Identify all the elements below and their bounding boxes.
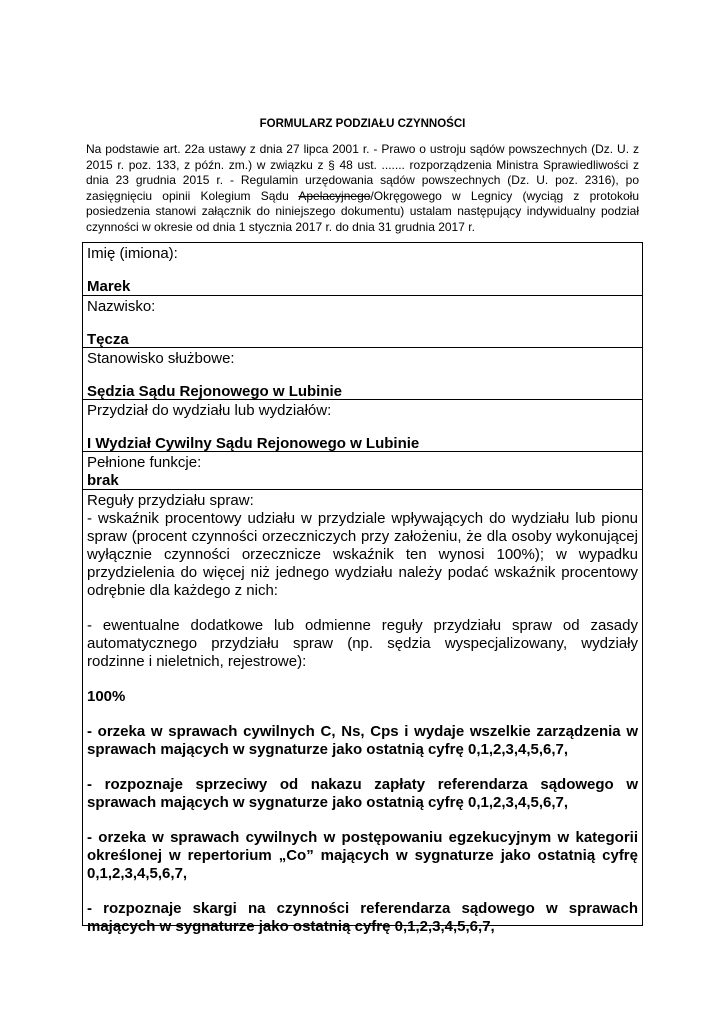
functions-label: Pełnione funkcje: <box>87 454 202 471</box>
rules-additional-description: - ewentualne dodatkowe lub odmienne reguły przydziału spraw od zasady automatycznego przydziału spraw (np. sędzia wyspecjalizowany, wydziały rodzinne i nieletnich, rejestrowe): <box>87 617 638 670</box>
intro-struck-word: Apelacyjnego <box>298 188 371 203</box>
last-name-value: Tęcza <box>87 331 129 348</box>
intro-text-part2: /Okręgowego w Legnicy (wyciąg z protokołu posiedzenia stanowi załącznik do niniejszego dokumentu) ustalam następujący indywidualny podział czynności w okresie od dnia 1 stycznia 2017 r. do dnia 31 grudnia 2017 r. <box>86 188 639 234</box>
first-name-label: Imię (imiona): <box>87 245 178 262</box>
position-value: Sędzia Sądu Rejonowego w Lubinie <box>87 383 343 400</box>
intro-paragraph <box>86 142 639 235</box>
duty-item: - rozpoznaje skargi na czynności referendarza sądowego w sprawach mających w sygnaturze jako ostatnią cyfrę 0,1,2,3,4,5,6,7, <box>87 900 638 935</box>
functions-value: brak <box>87 472 119 489</box>
percent-value: 100% <box>87 688 126 705</box>
last-name-label: Nazwisko: <box>87 298 156 315</box>
intro-text-part1: Na podstawie art. 22a ustawy z dnia 27 lipca 2001 r. - Prawo o ustroju sądów powszechnych (Dz. U. z 2015 r. poz. 133, z późn. zm.) w związku z § 48 ust. ....... rozporządzenia Ministra Sprawiedliwości z dnia 23 grudnia 2015 r. - Regulamin urzędowania sądów powszechnych (Dz. U. poz. 2316), po zasięgnięciu opinii Kolegium Sądu <box>86 142 639 203</box>
form-table <box>82 242 643 935</box>
division-row <box>83 400 642 452</box>
document-title: FORMULARZ PODZIAŁU CZYNNOŚCI <box>259 118 466 130</box>
position-label: Stanowisko służbowe: <box>87 350 235 367</box>
division-label: Przydział do wydziału lub wydziałów: <box>87 402 332 419</box>
position-row <box>83 348 642 400</box>
rules-row <box>83 490 642 935</box>
duty-item: - orzeka w sprawach cywilnych w postępowaniu egzekucyjnym w kategorii określonej w repertorium „Co” mających w sygnaturze jako ostatnią cyfrę 0,1,2,3,4,5,6,7, <box>87 829 638 882</box>
rules-label: Reguły przydziału spraw: <box>87 492 254 509</box>
duty-item: - orzeka w sprawach cywilnych C, Ns, Cps i wydaje wszelkie zarządzenia w sprawach mających w sygnaturze jako ostatnią cyfrę 0,1,2,3,4,5,6,7, <box>87 723 638 758</box>
functions-row <box>83 452 642 490</box>
first-name-row <box>83 243 642 296</box>
rules-percentage-description: - wskaźnik procentowy udziału w przydziale wpływających do wydziału lub pionu spraw (procent czynności orzeczniczych przy założeniu, że dla osoby wykonującej wyłącznie czynności orzecznicze wskaźnik ten wynosi 100%); w wypadku przydzielenia do więcej niż jednego wydziału należy podać wskaźnik procentowy odrębnie dla każdego z nich: <box>87 510 638 599</box>
duty-item: - rozpoznaje sprzeciwy od nakazu zapłaty referendarza sądowego w sprawach mających w sygnaturze jako ostatnią cyfrę 0,1,2,3,4,5,6,7, <box>87 776 638 811</box>
division-value: I Wydział Cywilny Sądu Rejonowego w Lubinie <box>87 435 420 452</box>
first-name-value: Marek <box>87 278 131 295</box>
last-name-row <box>83 296 642 348</box>
